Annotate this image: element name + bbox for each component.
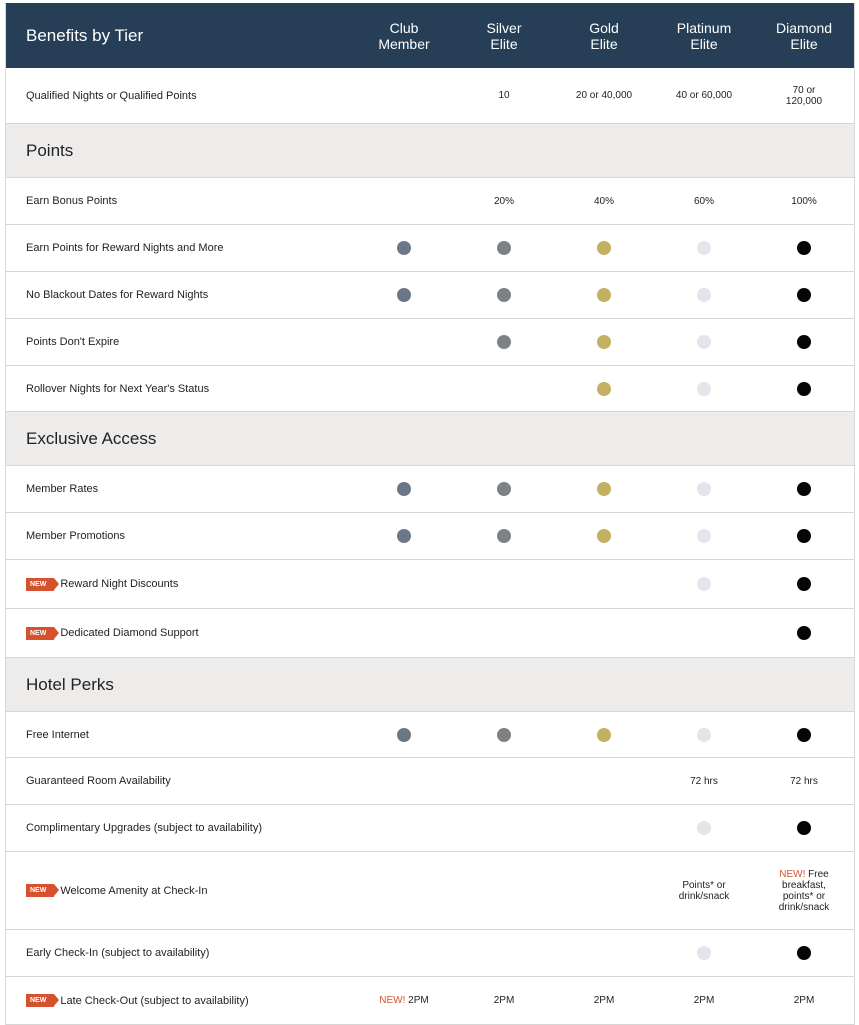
- table-title: Benefits by Tier: [26, 25, 144, 45]
- row-label: Earn Points for Reward Nights and More: [26, 242, 224, 254]
- cell-silver: [454, 529, 554, 543]
- new-inline-label: NEW!: [779, 868, 806, 880]
- cell-gold: 2PM: [593, 995, 615, 1006]
- row-label: Member Rates: [26, 483, 99, 495]
- cell-club-value: 2PM: [408, 995, 429, 1006]
- section-header-exclusive-access: Exclusive Access: [6, 412, 854, 466]
- cell-diamond: 70 or 120,000: [785, 84, 823, 107]
- cell-diamond: [754, 482, 854, 496]
- row-label-text: Reward Night Discounts: [60, 578, 179, 590]
- table-row: [6, 513, 854, 560]
- diamond-dot-icon: [797, 241, 811, 255]
- diamond-dot-icon: [797, 482, 811, 496]
- diamond-dot-icon: [797, 382, 811, 396]
- table-row-qualifying: [6, 68, 854, 124]
- cell-platinum: 72 hrs: [690, 775, 718, 787]
- table-row: [6, 319, 854, 366]
- row-label: Points Don't Expire: [26, 336, 120, 348]
- cell-silver: [454, 482, 554, 496]
- cell-diamond: 100%: [791, 195, 817, 207]
- silver-dot-icon: [497, 728, 511, 742]
- diamond-dot-icon: [797, 946, 811, 960]
- cell-silver: 20%: [493, 195, 514, 207]
- gold-dot-icon: [597, 288, 611, 302]
- row-label-text: Dedicated Diamond Support: [60, 627, 199, 639]
- row-label: Guaranteed Room Availability: [26, 775, 171, 787]
- cell-club: [354, 728, 454, 742]
- cell-platinum: [654, 241, 754, 255]
- platinum-dot-icon: [697, 382, 711, 396]
- tier-club-member: Club Member: [378, 19, 430, 52]
- cell-diamond: [754, 529, 854, 543]
- table-row: [6, 977, 854, 1025]
- platinum-dot-icon: [697, 241, 711, 255]
- platinum-dot-icon: [697, 335, 711, 349]
- cell-platinum: [654, 728, 754, 742]
- cell-diamond: [754, 869, 854, 913]
- platinum-dot-icon: [697, 577, 711, 591]
- cell-gold: [554, 335, 654, 349]
- table-row: [6, 560, 854, 609]
- row-label: [6, 578, 354, 591]
- diamond-dot-icon: [797, 728, 811, 742]
- cell-diamond: [754, 241, 854, 255]
- table-header: [6, 3, 854, 68]
- cell-gold: [554, 482, 654, 496]
- gold-dot-icon: [597, 241, 611, 255]
- table-row: [6, 609, 854, 658]
- table-row: [6, 466, 854, 513]
- table-row: [6, 178, 854, 225]
- cell-gold: 20 or 40,000: [575, 90, 633, 101]
- cell-club: [354, 529, 454, 543]
- cell-platinum: [654, 529, 754, 543]
- new-badge: NEW: [26, 627, 54, 640]
- cell-gold: [554, 728, 654, 742]
- platinum-dot-icon: [697, 821, 711, 835]
- diamond-dot-icon: [797, 821, 811, 835]
- cell-platinum: Points* or drink/snack: [678, 879, 730, 902]
- club-dot-icon: [397, 482, 411, 496]
- section-header-points: Points: [6, 124, 854, 178]
- tier-diamond-elite: Diamond Elite: [775, 19, 833, 52]
- cell-platinum: [654, 482, 754, 496]
- table-row: [6, 272, 854, 319]
- diamond-amenity-text: [779, 869, 830, 913]
- new-badge: NEW: [26, 578, 54, 591]
- cell-platinum: 2PM: [693, 995, 715, 1006]
- club-dot-icon: [397, 529, 411, 543]
- cell-platinum: [654, 288, 754, 302]
- row-label: Complimentary Upgrades (subject to availability): [26, 822, 262, 834]
- cell-diamond: [754, 335, 854, 349]
- cell-platinum: [654, 577, 754, 591]
- cell-diamond: [754, 577, 854, 591]
- cell-diamond: [754, 626, 854, 640]
- diamond-dot-icon: [797, 288, 811, 302]
- row-label: Member Promotions: [26, 530, 126, 542]
- club-dot-icon: [397, 288, 411, 302]
- silver-dot-icon: [497, 288, 511, 302]
- row-label: Earn Bonus Points: [26, 195, 118, 207]
- row-label: Early Check-In (subject to availability): [26, 947, 210, 959]
- cell-platinum: 40 or 60,000: [675, 90, 733, 101]
- cell-gold: 40%: [593, 195, 614, 207]
- silver-dot-icon: [497, 241, 511, 255]
- cell-platinum: [654, 335, 754, 349]
- silver-dot-icon: [497, 529, 511, 543]
- gold-dot-icon: [597, 382, 611, 396]
- row-label: [6, 994, 354, 1007]
- table-row: [6, 758, 854, 805]
- table-row: [6, 852, 854, 930]
- diamond-dot-icon: [797, 335, 811, 349]
- platinum-dot-icon: [697, 529, 711, 543]
- cell-club: [354, 241, 454, 255]
- platinum-dot-icon: [697, 728, 711, 742]
- cell-silver: [454, 335, 554, 349]
- cell-club: [354, 995, 454, 1006]
- cell-gold: [554, 241, 654, 255]
- cell-diamond: [754, 382, 854, 396]
- platinum-dot-icon: [697, 946, 711, 960]
- table-row: [6, 366, 854, 412]
- silver-dot-icon: [497, 335, 511, 349]
- table-row: [6, 225, 854, 272]
- cell-platinum: 60%: [693, 195, 714, 207]
- club-dot-icon: [397, 728, 411, 742]
- diamond-dot-icon: [797, 626, 811, 640]
- cell-silver: [454, 241, 554, 255]
- tier-platinum-elite: Platinum Elite: [676, 19, 732, 52]
- row-label-text: Late Check-Out (subject to availability): [60, 994, 249, 1007]
- row-label: No Blackout Dates for Reward Nights: [26, 289, 209, 301]
- tier-silver-elite: Silver Elite: [486, 19, 522, 52]
- table-row: [6, 712, 854, 758]
- cell-diamond: [754, 821, 854, 835]
- cell-diamond: [754, 946, 854, 960]
- table-row: [6, 805, 854, 852]
- row-label: Qualified Nights or Qualified Points: [26, 89, 197, 102]
- cell-platinum: [654, 946, 754, 960]
- cell-silver: [454, 288, 554, 302]
- row-label: [6, 884, 354, 897]
- gold-dot-icon: [597, 728, 611, 742]
- cell-silver: [454, 728, 554, 742]
- cell-diamond: [754, 728, 854, 742]
- cell-gold: [554, 529, 654, 543]
- row-label: [6, 627, 354, 640]
- row-label: Free Internet: [26, 728, 89, 741]
- section-header-hotel-perks: Hotel Perks: [6, 658, 854, 712]
- cell-platinum: [654, 821, 754, 835]
- row-label: Rollover Nights for Next Year's Status: [26, 382, 210, 395]
- platinum-dot-icon: [697, 288, 711, 302]
- diamond-amenity-value: Free breakfast, points* or drink/snack: [778, 868, 830, 913]
- gold-dot-icon: [597, 335, 611, 349]
- cell-silver: 10: [498, 90, 510, 101]
- cell-diamond: [754, 288, 854, 302]
- benefits-table: [5, 3, 855, 1025]
- new-badge: NEW: [26, 884, 54, 897]
- cell-gold: [554, 382, 654, 396]
- cell-diamond: 2PM: [793, 995, 815, 1006]
- cell-gold: [554, 288, 654, 302]
- cell-club: [354, 288, 454, 302]
- cell-diamond: 72 hrs: [790, 775, 818, 787]
- club-dot-icon: [397, 241, 411, 255]
- silver-dot-icon: [497, 482, 511, 496]
- diamond-dot-icon: [797, 529, 811, 543]
- diamond-dot-icon: [797, 577, 811, 591]
- tier-gold-elite: Gold Elite: [589, 19, 619, 52]
- cell-platinum: [654, 382, 754, 396]
- new-badge: NEW: [26, 994, 54, 1007]
- table-row: [6, 930, 854, 977]
- gold-dot-icon: [597, 529, 611, 543]
- new-inline-label: NEW!: [379, 995, 406, 1006]
- gold-dot-icon: [597, 482, 611, 496]
- platinum-dot-icon: [697, 482, 711, 496]
- row-label-text: Welcome Amenity at Check-In: [60, 884, 208, 897]
- cell-club: [354, 482, 454, 496]
- cell-silver: 2PM: [493, 995, 515, 1006]
